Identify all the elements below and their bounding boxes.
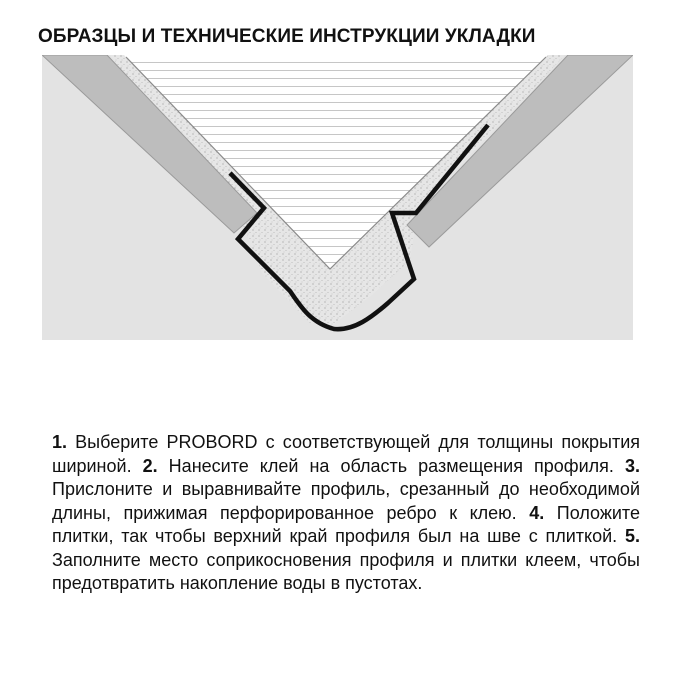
page-title: ОБРАЗЦЫ И ТЕХНИЧЕСКИЕ ИНСТРУКЦИИ УКЛАДКИ — [38, 26, 536, 47]
step-text: Нанесите клей на область размещения профиля. — [157, 455, 614, 476]
step-number: 2. — [142, 455, 158, 476]
profile-installation-diagram — [42, 55, 633, 340]
step-text: Выберите PROBORD с соответствующей для толщины покрытия шириной. — [52, 432, 640, 476]
step-number: 4. — [529, 502, 545, 523]
step-text: Положите плитки, так чтобы верхний край профиля был на шве с плиткой. — [52, 502, 640, 546]
step-text: Заполните место соприкосновения профиля и плитки клеем, чтобы предотвратить накопление воды в пустотах. — [52, 549, 640, 593]
installation-instructions — [52, 431, 640, 596]
step-text: Прислоните и выравнивайте профиль, срезанный до необходимой длины, прижимая перфорированное ребро к клею. — [52, 479, 640, 523]
step-number: 3. — [624, 455, 640, 476]
step-number: 1. — [52, 432, 68, 452]
step-number: 5. — [624, 526, 640, 546]
